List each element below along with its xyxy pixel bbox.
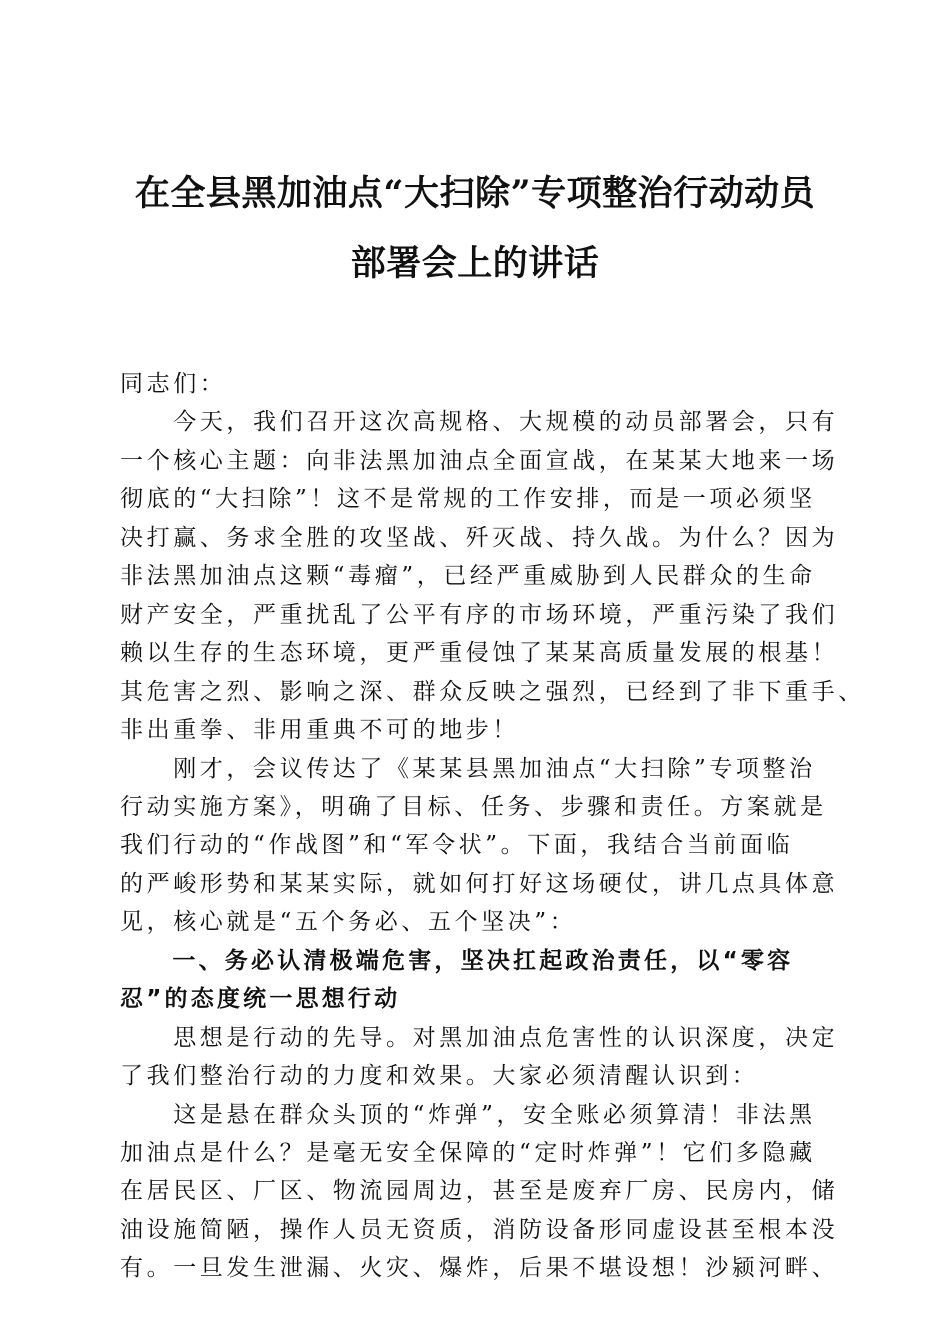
document-title-line-2: 部署会上的讲话 bbox=[350, 243, 600, 284]
paragraph-line: 刚才，会议传达了《某某县黑加油点“大扫除”专项整治 bbox=[120, 755, 816, 782]
paragraph-line: 财产安全，严重扰乱了公平有序的市场环境，严重污染了我们 bbox=[120, 601, 839, 628]
paragraph-line: 行动实施方案》，明确了目标、任务、步骤和责任。方案就是 bbox=[120, 793, 827, 820]
paragraph-line: 赖以生存的生态环境，更严重侵蚀了某某高质量发展的根基！ bbox=[120, 640, 839, 667]
paragraph-line: 彻底的“大扫除”！这不是常规的工作安排，而是一项必须坚 bbox=[120, 486, 816, 513]
paragraph-line: 思想是行动的先导。对黑加油点危害性的认识深度，决定 bbox=[120, 1024, 839, 1051]
document-title-line-1: 在全县黑加油点“大扫除”专项整治行动动员 bbox=[134, 173, 816, 214]
paragraph-line: 有。一旦发生泄漏、火灾、爆炸，后果不堪设想！沙颍河畔、 bbox=[120, 1255, 839, 1282]
paragraph-line: 我们行动的“作战图”和“军令状”。下面，我结合当前面临 bbox=[120, 832, 794, 859]
section-heading-line: 忍”的态度统一思想行动 bbox=[120, 986, 401, 1013]
paragraph-line: 同志们： bbox=[120, 371, 227, 397]
paragraph-line: 非法黑加油点这颗“毒瘤”，已经严重威胁到人民群众的生命 bbox=[120, 563, 816, 590]
paragraph-line: 这是悬在群众头顶的“炸弹”，安全账必须算清！非法黑 bbox=[120, 1101, 816, 1128]
paragraph-line: 油设施简陋，操作人员无资质，消防设备形同虚设甚至根本没 bbox=[120, 1216, 839, 1243]
paragraph-line: 的严峻形势和某某实际，就如何打好这场硬仗，讲几点具体意 bbox=[120, 870, 839, 897]
paragraph-line: 决打赢、务求全胜的攻坚战、歼灭战、持久战。为什么？因为 bbox=[120, 524, 839, 551]
paragraph-line: 在居民区、厂区、物流园周边，甚至是废弃厂房、民房内，储 bbox=[120, 1178, 839, 1205]
paragraph-line: 加油点是什么？是毫无安全保障的“定时炸弹”！它们多隐藏 bbox=[120, 1140, 816, 1166]
paragraph-line: 一个核心主题：向非法黑加油点全面宣战，在某某大地来一场 bbox=[120, 447, 839, 474]
section-heading-line: 一、务必认清极端危害，坚决扛起政治责任，以“零容 bbox=[120, 947, 794, 974]
paragraph-line: 非出重拳、非用重典不可的地步！ bbox=[120, 717, 519, 744]
paragraph-line: 其危害之烈、影响之深、群众反映之强烈，已经到了非下重手、 bbox=[120, 678, 865, 705]
paragraph-line: 今天，我们召开这次高规格、大规模的动员部署会，只有 bbox=[120, 409, 839, 436]
paragraph-line: 了我们整治行动的力度和效果。大家必须清醒认识到： bbox=[120, 1063, 759, 1090]
paragraph-line: 见，核心就是“五个务必、五个坚决”： bbox=[120, 909, 577, 936]
